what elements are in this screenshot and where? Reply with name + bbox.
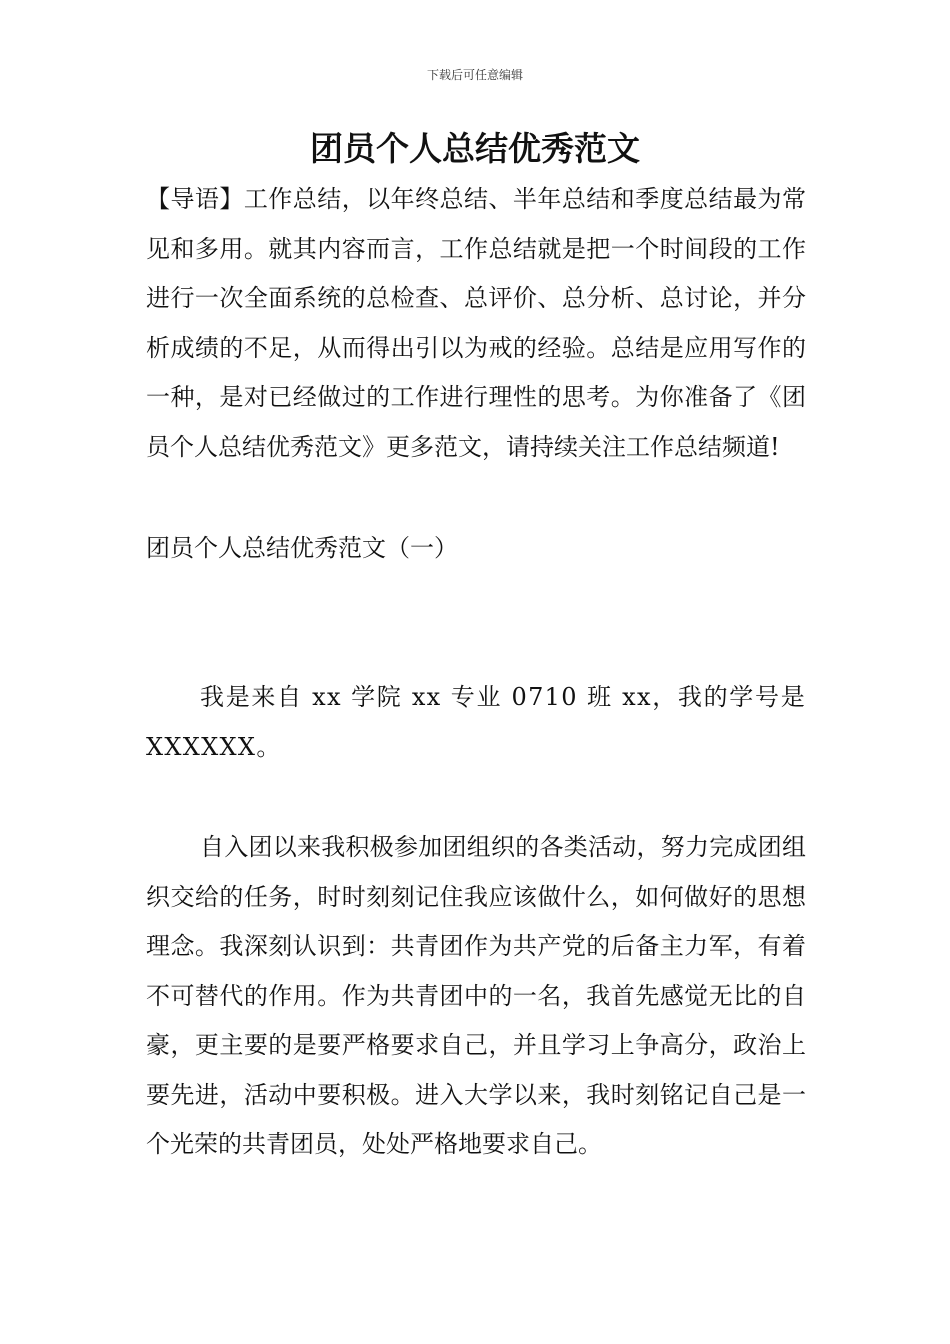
header-note: 下载后可任意编辑 (426, 68, 523, 82)
intro-paragraph: 【导语】工作总结，以年终总结、半年总结和季度总结最为常见和多用。就其内容而言，工作总结就是把一个时间段的工作进行一次全面系统的总检查、总评价、总分析、总讨论，并分析成绩的不足，从而得出引以为戒的经验。总结是应用写作的一种，是对已经做过的工作进行理性的思考。为你准备了《团员个人总结优秀范文》更多范文，请持续关注工作总结频道! (146, 185, 806, 461)
body-paragraph-1: 我是来自 xx 学院 xx 专业 0710 班 xx，我的学号是XXXXXX。 (146, 683, 806, 761)
body-paragraph-2: 自入团以来我积极参加团组织的各类活动，努力完成团组织交给的任务，时时刻刻记住我应该做什么，如何做好的思想理念。我深刻认识到：共青团作为共产党的后备主力军，有着不可替代的作用。作为共青团中的一名，我首先感觉无比的自豪，更主要的是要严格要求自己，并且学习上争高分，政治上要先进，活动中要积极。进入大学以来，我时刻铭记自己是一个光荣的共青团员，处处严格地要求自己。 (146, 833, 806, 1158)
document-title: 团员个人总结优秀范文 (310, 129, 640, 168)
section-heading: 团员个人总结优秀范文（一） (146, 534, 458, 562)
